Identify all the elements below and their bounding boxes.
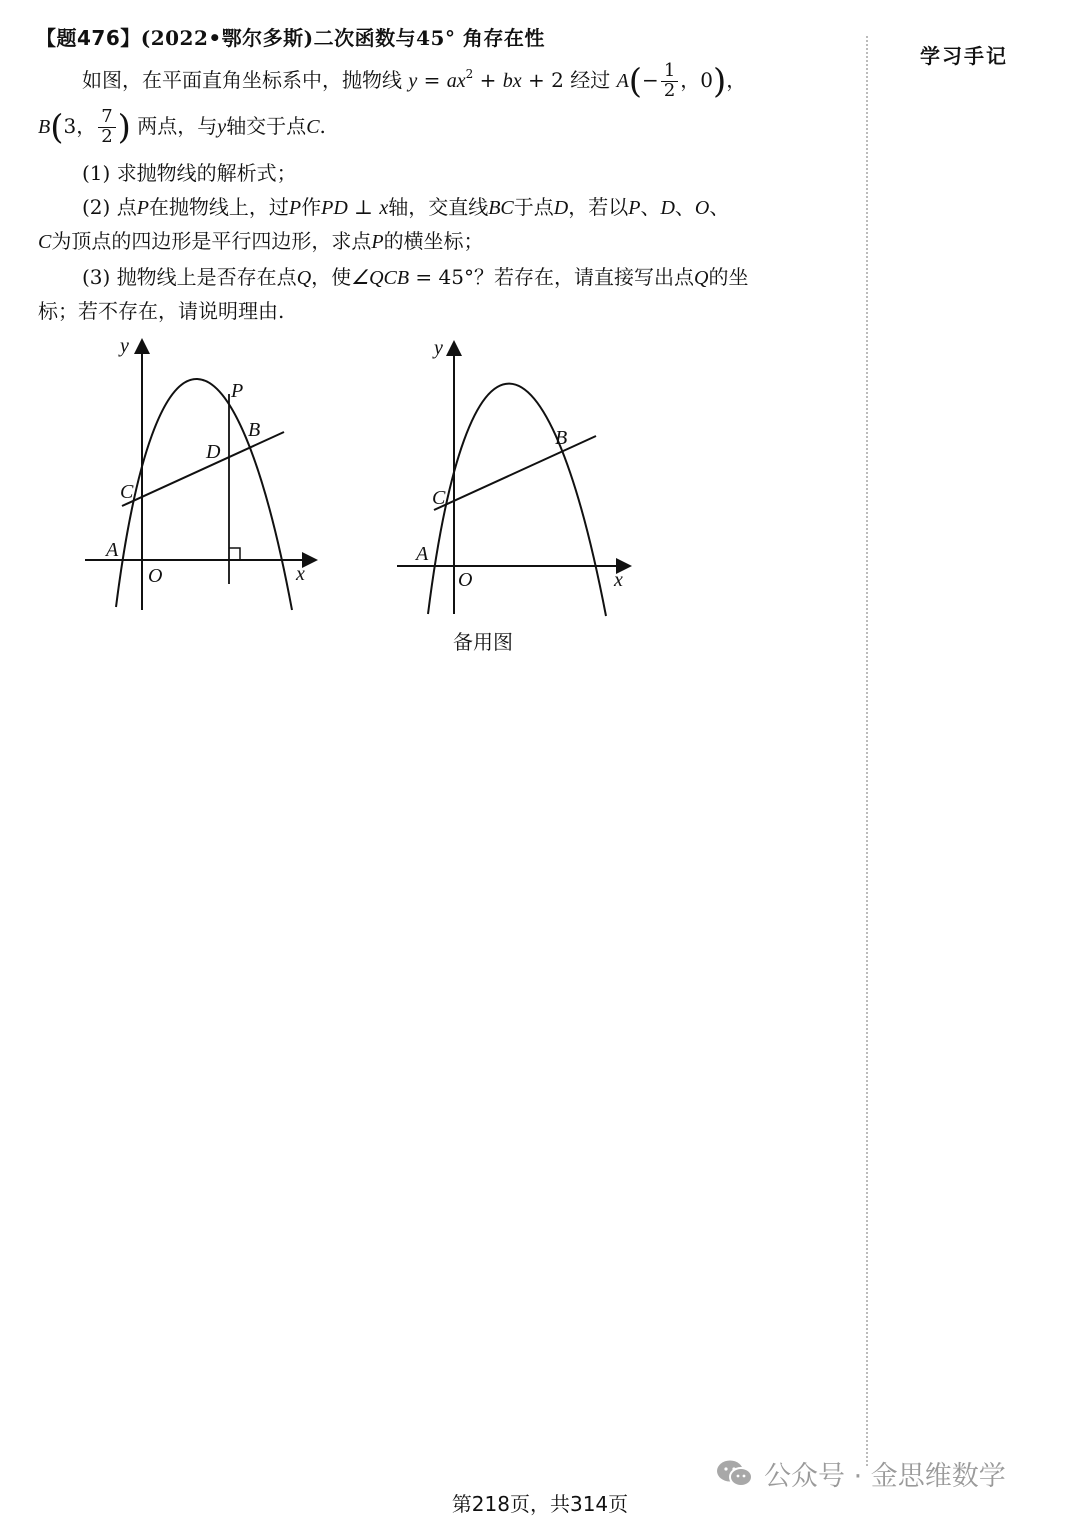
q3-text: (3) 抛物线上是否存在点 (82, 265, 297, 289)
q2-text: 、 (640, 195, 661, 219)
point-b-label: B (555, 427, 568, 449)
equation-term: bx (502, 69, 522, 92)
statement-text: 两点，与 (137, 113, 218, 138)
question-2-line-2 (38, 231, 484, 252)
statement-text: 如图，在平面直角坐标系中，抛物线 (82, 67, 402, 92)
q2-text: 于点 (513, 195, 554, 219)
right-angle-mark (229, 548, 240, 560)
point-q-label: Q (296, 267, 312, 289)
q2-text: 在抛物线上，过 (148, 195, 289, 219)
q2-text: 为顶点的四边形是平行四边形，求点 (51, 229, 372, 253)
figure-caption: 备用图 (453, 630, 513, 654)
problem-line-2 (38, 108, 326, 147)
equation-exponent: 2 (465, 66, 474, 81)
figure-1-parabola (80, 330, 330, 620)
watermark-text: 公众号 · 金思维数学 (764, 1461, 1006, 1492)
point-d-label: D (660, 197, 675, 219)
point-p-label: P (136, 197, 149, 219)
axis-ref: y (217, 115, 227, 138)
notes-divider (866, 36, 868, 1466)
point-c-label: C (306, 115, 320, 138)
fraction-b (98, 108, 115, 147)
line-bc: BC (488, 197, 514, 219)
angle-qcb: ∠QCB (351, 267, 410, 289)
question-3-line-2: 标；若不存在，请说明理由. (38, 299, 285, 323)
q3-text: 的坐 (708, 265, 749, 289)
coordinate-x: 3， (63, 113, 97, 138)
q2-text: 、 (674, 195, 695, 219)
point-c-label: C (38, 231, 52, 253)
paren-open: ( (50, 107, 64, 148)
point-d-label: D (206, 441, 221, 463)
fraction-denominator: 2 (663, 79, 676, 101)
point-p-label: P (288, 197, 302, 219)
coordinate-rest: ，0 (680, 67, 713, 92)
statement-text: 经过 (570, 67, 611, 92)
q2-text: ，若以 (568, 195, 629, 219)
point-b-label: B (38, 115, 51, 138)
point-q-label: Q (694, 267, 709, 289)
equation-op: + (473, 67, 503, 92)
fraction-numerator: 1 (661, 62, 678, 82)
x-axis-label: x (296, 563, 305, 585)
problem-title (36, 22, 545, 51)
problem-source: (2022•鄂尔多斯)二次函数与45° 角存在性 (140, 26, 545, 50)
line-bc (122, 432, 284, 506)
equation-const: + 2 (521, 67, 564, 92)
period: . (319, 113, 326, 138)
point-a-label: A (416, 543, 429, 565)
equation-var: y (408, 69, 418, 92)
figure-2-backup (392, 334, 642, 624)
point-p-label: P (371, 231, 384, 253)
problem-number: 【题476】 (36, 26, 141, 50)
question-1: (1) 求抛物线的解析式； (82, 161, 297, 185)
q2-text: (2) 点 (82, 195, 137, 219)
q2-text: 的横坐标； (383, 229, 484, 253)
y-axis-label: y (120, 335, 129, 357)
fraction-a (661, 62, 678, 101)
point-d-label: D (553, 197, 569, 219)
equation-term: ax (446, 69, 466, 92)
axis-ref: x (379, 197, 389, 219)
point-c-label: C (120, 481, 134, 503)
point-a-label: A (616, 69, 629, 92)
segment-pd: PD (321, 197, 348, 219)
problem-line-1: 如图，在平面直角坐标系中，抛物线 $y = ax^2$ + bx + 2 经过 A(− $\frac{1}{2}$ ，0)， (82, 60, 747, 102)
wechat-icon (716, 1459, 754, 1489)
fraction-numerator: 7 (98, 108, 115, 128)
perp-symbol: ⊥ (347, 195, 380, 219)
page-number: 第218页，共314页 (451, 1492, 629, 1516)
line-bc (434, 436, 596, 510)
study-notes-label: 学习手记 (920, 44, 1008, 68)
point-c-label: C (432, 487, 446, 509)
fraction-denominator: 2 (101, 125, 113, 147)
q3-text: ，使 (311, 265, 352, 289)
point-a-label: A (106, 539, 119, 561)
question-2-line-1 (82, 197, 729, 218)
x-axis-label: x (614, 569, 623, 591)
paren-close: ) (713, 61, 727, 102)
paren-open: ( (628, 61, 643, 102)
equation-op: = (417, 67, 447, 92)
minus-sign: − (642, 67, 659, 92)
statement-text: 轴交于点 (226, 113, 307, 138)
point-p-label: P (628, 197, 641, 219)
origin-label: O (458, 569, 473, 591)
point-b-label: B (248, 419, 261, 441)
q2-text: 、 (709, 195, 730, 219)
q2-text: 作 (301, 195, 322, 219)
origin-label: O (148, 565, 163, 587)
point-o-label: O (694, 197, 710, 219)
q3-text: = 45°？若存在，请直接写出点 (409, 265, 694, 289)
q2-text: 轴，交直线 (388, 195, 489, 219)
question-3-line-1 (82, 267, 748, 288)
y-axis-label: y (434, 337, 443, 359)
point-p-label: P (231, 380, 244, 402)
paren-close: ) (117, 107, 131, 148)
